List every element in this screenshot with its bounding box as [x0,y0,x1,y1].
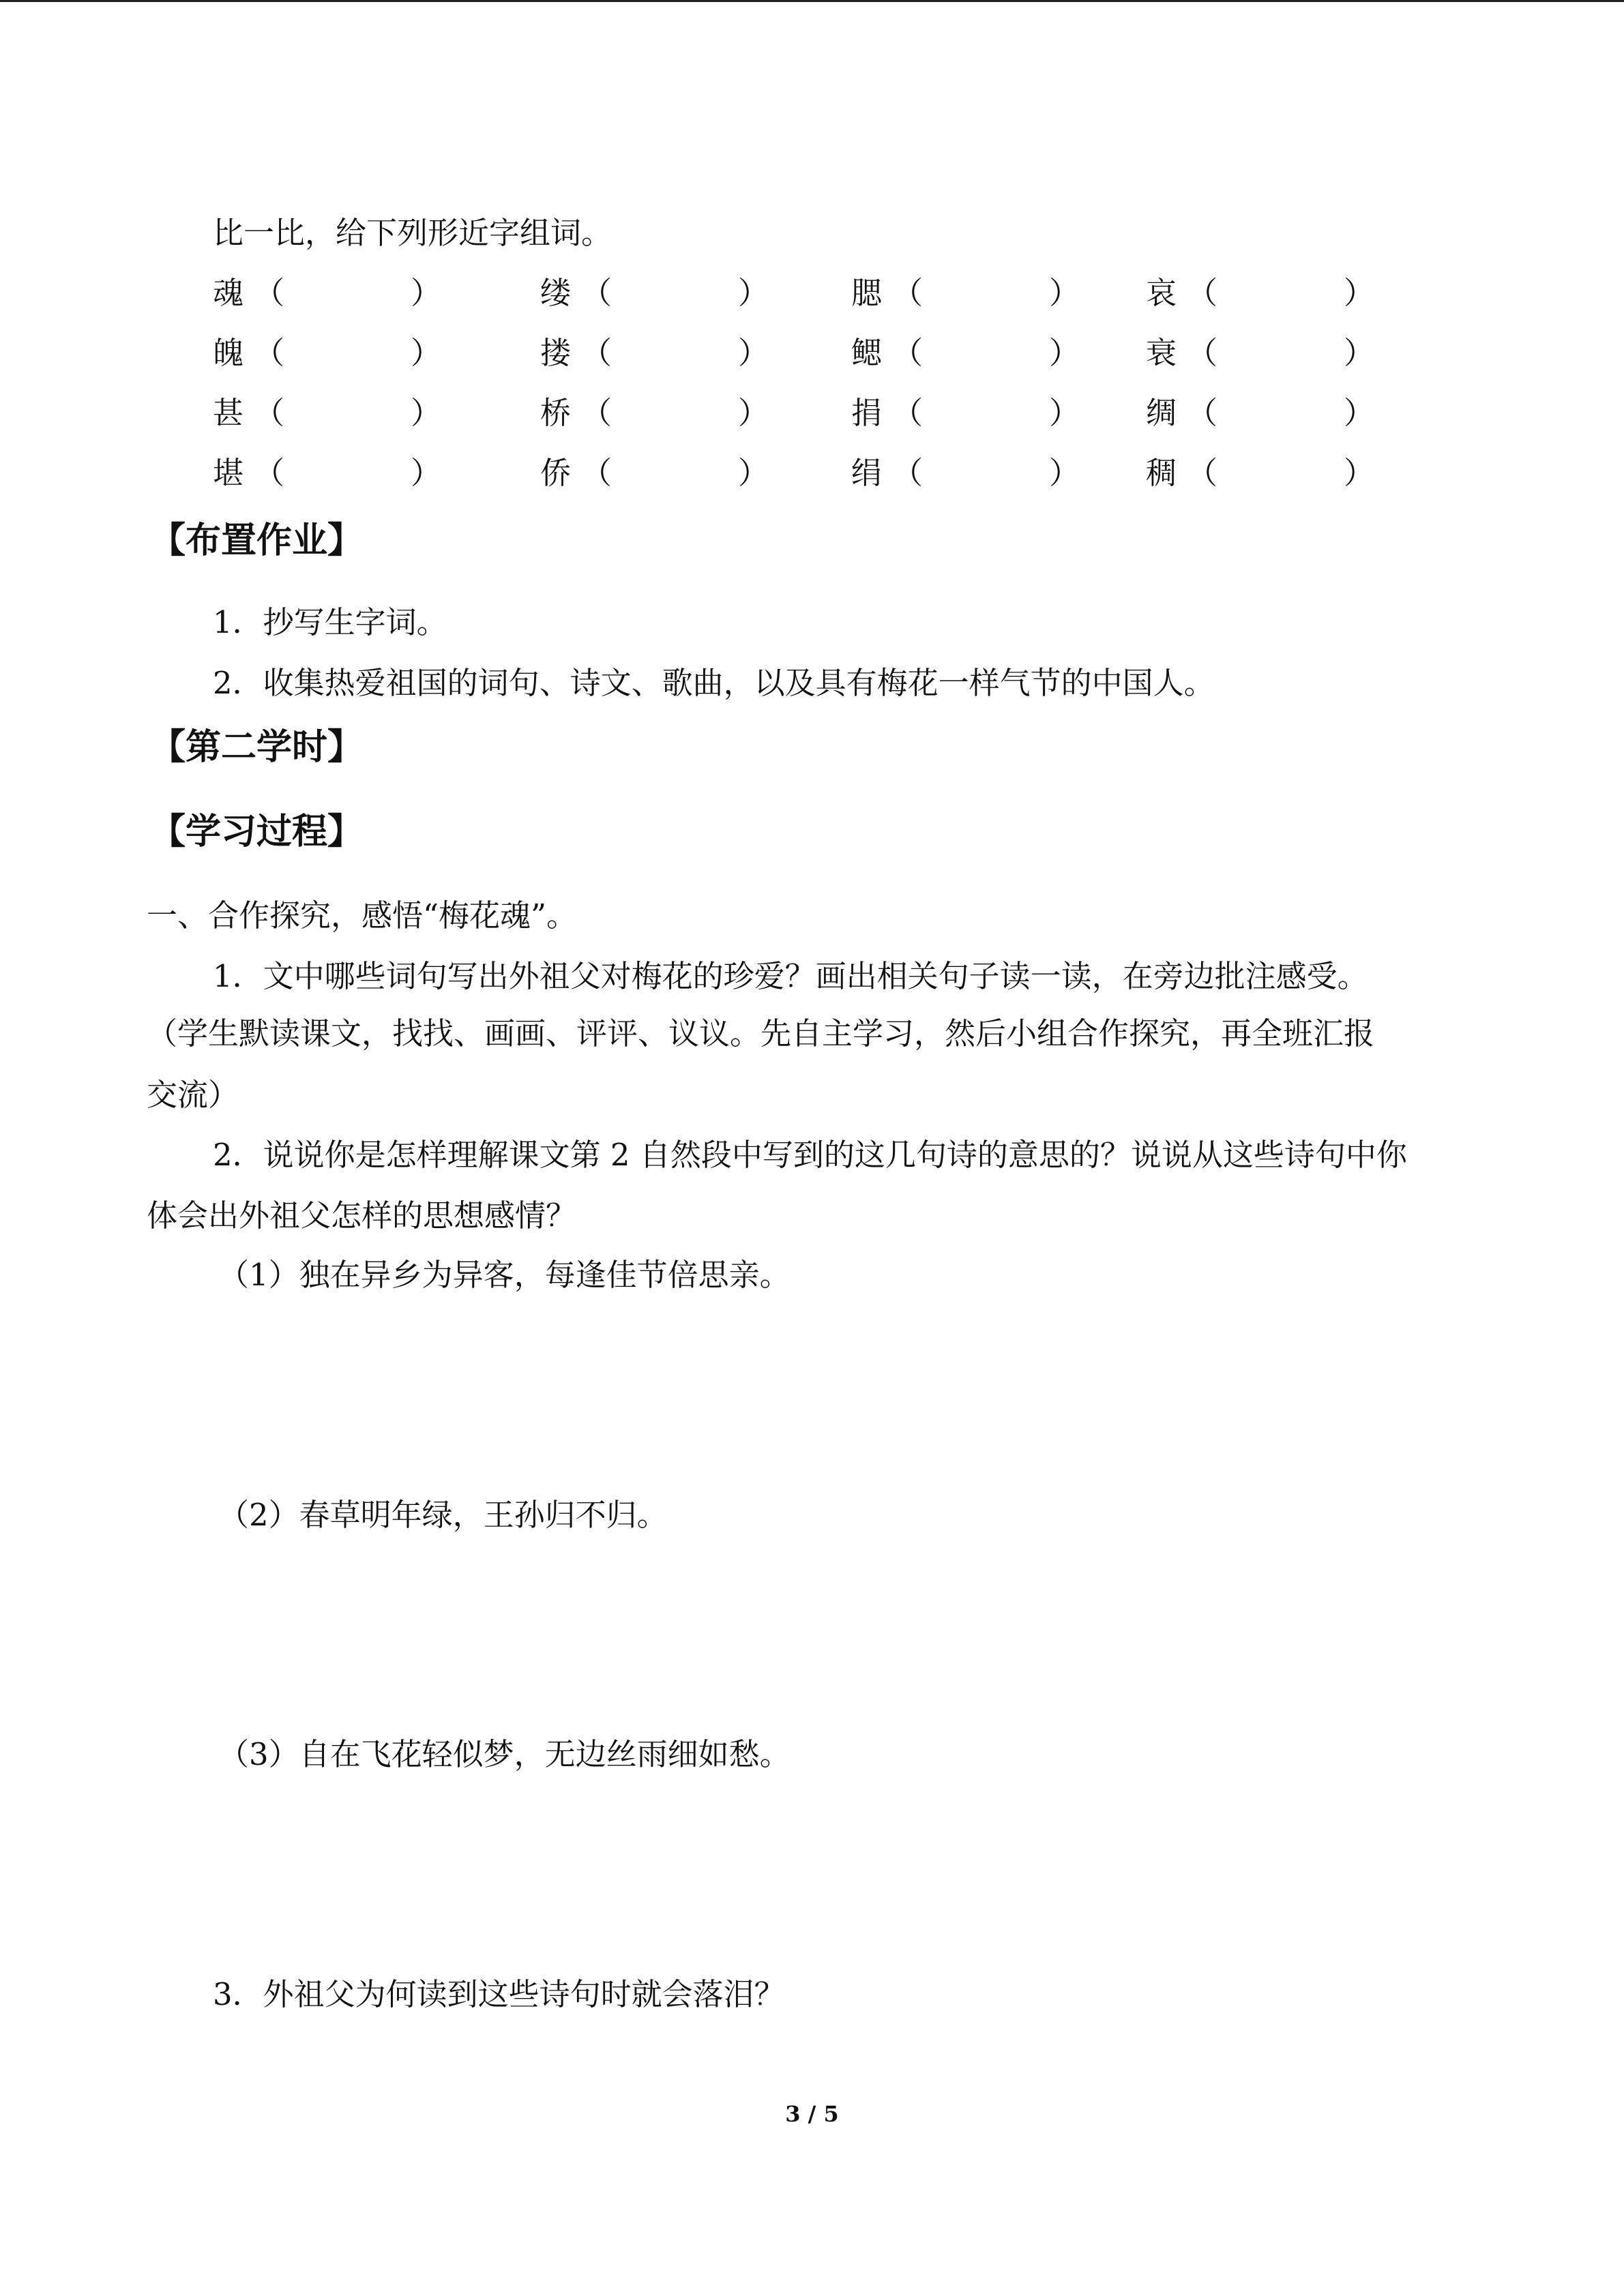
answer-blank-open: （ [1187,335,1218,371]
char-cell [851,393,1080,434]
char-glyph: 甚 [213,395,244,431]
answer-blank-open: （ [892,395,924,431]
char-cell [213,453,441,494]
char-cell [851,273,1080,314]
answer-blank-open: （ [581,395,612,431]
answer-blank-close: ） [1049,275,1080,311]
char-glyph: 哀 [1146,275,1177,311]
answer-blank-open: （ [892,335,924,371]
char-glyph: 桥 [540,395,572,431]
char-glyph: 侨 [540,455,572,491]
homework-item-1: 1．抄写生字词。 [213,604,447,640]
char-cell [851,333,1080,374]
answer-blank-close: ） [1049,455,1080,491]
answer-blank-open: （ [254,335,285,371]
answer-blank-open: （ [254,395,285,431]
section-process-heading: 【学习过程】 [150,811,364,852]
answer-blank-close: ） [1049,395,1080,431]
char-glyph: 搂 [540,335,572,371]
answer-blank-close: ） [1344,455,1375,491]
answer-blank-close: ） [738,395,769,431]
char-cell [540,453,769,494]
char-cell [540,333,769,374]
page-top-border [0,0,1624,2]
question-1-note-line-1: （学生默读课文，找找、画画、评评、议议。先自主学习，然后小组合作探究，再全班汇报 [147,1015,1375,1052]
char-glyph: 稠 [1146,455,1177,491]
answer-blank-close: ） [1344,395,1375,431]
char-glyph: 腮 [851,275,883,311]
section-lesson2-heading: 【第二学时】 [150,727,364,768]
char-cell [213,393,441,434]
question-1: 1．文中哪些词句写出外祖父对梅花的珍爱？画出相关句子读一读，在旁边批注感受。 [213,958,1368,994]
char-glyph: 鳃 [851,335,883,371]
char-cell [1146,273,1374,314]
answer-blank-close: ） [411,275,442,311]
exercise-intro: 比一比，给下列形近字组词。 [213,215,612,251]
char-cell [1146,393,1374,434]
answer-blank-open: （ [581,335,612,371]
question-2-line-2: 体会出外祖父怎样的思想感情？ [147,1197,577,1234]
char-glyph: 缕 [540,275,572,311]
answer-blank-close: ） [738,275,769,311]
poem-1: （1）独在异乡为异客，每逢佳节倍思亲。 [218,1257,791,1293]
char-glyph: 堪 [213,455,244,491]
char-cell [851,453,1080,494]
answer-blank-close: ） [1344,335,1375,371]
question-1-note-line-2: 交流） [147,1077,239,1113]
question-3: 3．外祖父为何读到这些诗句时就会落泪？ [213,1976,785,2012]
answer-blank-close: ） [738,335,769,371]
char-glyph: 捐 [851,395,883,431]
answer-blank-close: ） [411,455,442,491]
answer-blank-close: ） [1344,275,1375,311]
poem-2: （2）春草明年绿，王孙归不归。 [218,1497,668,1533]
char-glyph: 魄 [213,335,244,371]
answer-blank-open: （ [254,275,285,311]
poem-3: （3）自在飞花轻似梦，无边丝雨细如愁。 [218,1736,791,1772]
char-cell [540,273,769,314]
answer-blank-close: ） [738,455,769,491]
question-2-line-1: 2．说说你是怎样理解课文第 2 自然段中写到的这几句诗的意思的？说说从这些诗句中你 [213,1137,1407,1173]
answer-blank-open: （ [1187,395,1218,431]
step-1: 一、合作探究，感悟“梅花魂”。 [147,897,578,934]
answer-blank-open: （ [581,455,612,491]
char-cell [213,333,441,374]
homework-item-2: 2．收集热爱祖国的词句、诗文、歌曲，以及具有梅花一样气节的中国人。 [213,665,1215,701]
answer-blank-open: （ [1187,455,1218,491]
answer-blank-close: ） [1049,335,1080,371]
char-glyph: 绸 [1146,395,1177,431]
section-homework-heading: 【布置作业】 [150,520,364,561]
char-cell [540,393,769,434]
answer-blank-open: （ [892,455,924,491]
answer-blank-open: （ [581,275,612,311]
char-glyph: 魂 [213,275,244,311]
answer-blank-close: ） [411,395,442,431]
answer-blank-open: （ [254,455,285,491]
answer-blank-close: ） [411,335,442,371]
char-glyph: 衰 [1146,335,1177,371]
char-cell [213,273,441,314]
char-cell [1146,453,1374,494]
char-glyph: 绢 [851,455,883,491]
char-cell [1146,333,1374,374]
answer-blank-open: （ [892,275,924,311]
page-number: 3 / 5 [785,2101,839,2127]
answer-blank-open: （ [1187,275,1218,311]
